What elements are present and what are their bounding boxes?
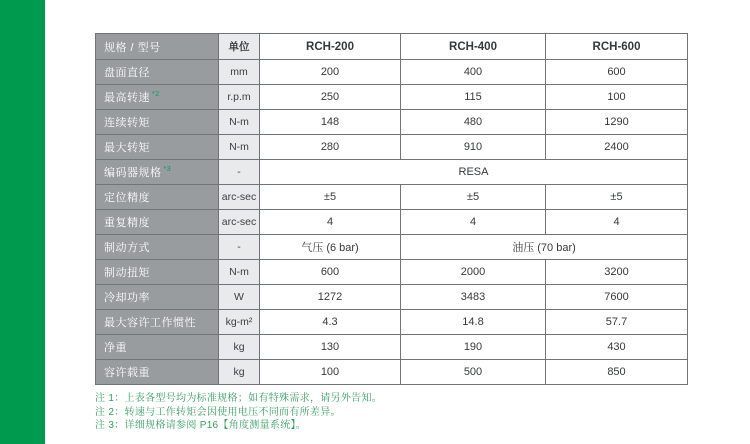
table-row-positioning-accuracy <box>96 185 688 210</box>
unit-cell: kg <box>219 335 260 360</box>
unit-cell: mm <box>219 60 260 85</box>
row-label: 冷却功率 <box>96 285 219 310</box>
unit-cell: N-m <box>219 135 260 160</box>
row-label: 连续转矩 <box>96 110 219 135</box>
row-label: 编码器规格 $^{*3}$ <box>96 160 219 185</box>
value-cell-merged: RESA <box>260 160 688 185</box>
footnote-line-3: 注 3：详细规格请参阅 P16【角度测量系统】。 <box>95 420 307 431</box>
value-cell: 910 <box>401 135 546 160</box>
value-cell: 1290 <box>546 110 688 135</box>
green-sidebar-bar <box>0 0 45 444</box>
value-cell: 4 <box>260 210 401 235</box>
value-cell: 100 <box>546 85 688 110</box>
value-cell: 4.3 <box>260 310 401 335</box>
spec-table <box>95 33 688 385</box>
footnote-line-1: 注 1：上表各型号均为标准规格；如有特殊需求，请另外告知。 <box>95 393 383 404</box>
value-cell: 850 <box>546 360 688 385</box>
unit-cell: - <box>219 235 260 260</box>
row-label: 定位精度 <box>96 185 219 210</box>
value-cell: 400 <box>401 60 546 85</box>
table-row-disc-diameter <box>96 60 688 85</box>
value-cell: 57.7 <box>546 310 688 335</box>
header-model-rch600: RCH-600 <box>546 34 688 60</box>
row-label: 制动扭矩 <box>96 260 219 285</box>
unit-cell: N-m <box>219 260 260 285</box>
unit-cell: W <box>219 285 260 310</box>
value-cell: 148 <box>260 110 401 135</box>
value-cell: 480 <box>401 110 546 135</box>
table-row-max-inertia <box>96 310 688 335</box>
table-row-repeatability <box>96 210 688 235</box>
value-cell: ±5 <box>401 185 546 210</box>
unit-cell: kg-m² <box>219 310 260 335</box>
table-row-max-torque <box>96 135 688 160</box>
footnotes <box>95 392 689 433</box>
table-row-net-weight <box>96 335 688 360</box>
value-cell: 1272 <box>260 285 401 310</box>
footnote-line-2: 注 2：转速与工作转矩会因使用电压不同而有所差异。 <box>95 406 341 418</box>
footnote-marker: *2 <box>152 91 160 99</box>
value-cell: 200 <box>260 60 401 85</box>
value-cell: 3483 <box>401 285 546 310</box>
table-row-allowable-load <box>96 360 688 385</box>
table-row-brake-type <box>96 235 688 260</box>
value-cell-merged: 油压 (70 bar) <box>401 235 688 260</box>
value-cell: 4 <box>546 210 688 235</box>
table-row-cooling-power <box>96 285 688 310</box>
table-row-encoder-spec <box>96 160 688 185</box>
value-cell: 250 <box>260 85 401 110</box>
value-cell: 280 <box>260 135 401 160</box>
value-cell: 3200 <box>546 260 688 285</box>
header-model-rch200: RCH-200 <box>260 34 401 60</box>
table-row-brake-torque <box>96 260 688 285</box>
value-cell: 100 <box>260 360 401 385</box>
unit-cell: kg <box>219 360 260 385</box>
table-row-continuous-torque <box>96 110 688 135</box>
value-cell: ±5 <box>260 185 401 210</box>
row-label: 盘面直径 <box>96 60 219 85</box>
unit-cell: r.p.m <box>219 85 260 110</box>
value-cell: 130 <box>260 335 401 360</box>
value-cell: 500 <box>401 360 546 385</box>
row-label: 最大转矩 <box>96 135 219 160</box>
value-cell: 7600 <box>546 285 688 310</box>
value-cell: 600 <box>546 60 688 85</box>
table-header-row <box>96 34 688 60</box>
row-label: 最大容许工作惯性 <box>96 310 219 335</box>
row-label: 重复精度 <box>96 210 219 235</box>
row-label: 容许载重 <box>96 360 219 385</box>
row-label: 最高转速 $^{*2}$ <box>96 85 219 110</box>
value-cell: 430 <box>546 335 688 360</box>
value-cell: 190 <box>401 335 546 360</box>
value-cell: 气压 (6 bar) <box>260 235 401 260</box>
unit-cell: arc-sec <box>219 185 260 210</box>
value-cell: 600 <box>260 260 401 285</box>
value-cell: 2000 <box>401 260 546 285</box>
unit-cell: arc-sec <box>219 210 260 235</box>
spec-page-content <box>95 33 689 433</box>
row-label: 净重 <box>96 335 219 360</box>
table-row-max-speed <box>96 85 688 110</box>
value-cell: 2400 <box>546 135 688 160</box>
row-label: 制动方式 <box>96 235 219 260</box>
header-spec-model: 规格 / 型号 <box>96 34 219 60</box>
value-cell: 14.8 <box>401 310 546 335</box>
value-cell: 115 <box>401 85 546 110</box>
header-unit: 单位 <box>219 34 260 60</box>
unit-cell: N-m <box>219 110 260 135</box>
footnote-marker: *3 <box>163 166 172 174</box>
value-cell: 4 <box>401 210 546 235</box>
header-model-rch400: RCH-400 <box>401 34 546 60</box>
unit-cell: - <box>219 160 260 185</box>
value-cell: ±5 <box>546 185 688 210</box>
